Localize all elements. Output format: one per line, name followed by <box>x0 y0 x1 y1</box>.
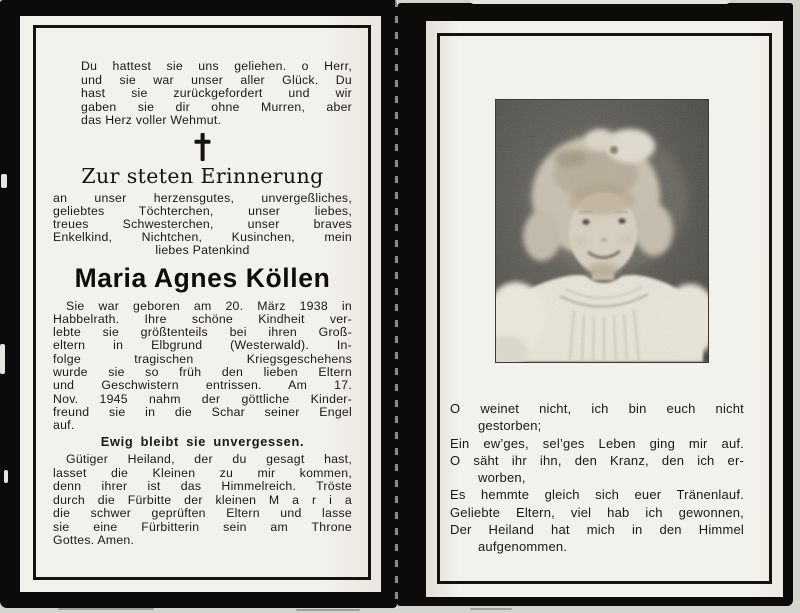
motto: Ewig bleibt sie unvergessen. <box>100 434 305 450</box>
scan-artifact <box>470 0 730 4</box>
dedication-line: geliebtes Töchterchen, unser liebes, <box>53 203 352 218</box>
scan-artifact <box>470 608 512 610</box>
scan-artifact <box>58 608 154 610</box>
left-page <box>20 16 381 592</box>
memorial-poem <box>450 400 744 556</box>
poem-line: O weinet nicht, ich bin euch nicht <box>450 401 744 416</box>
opening-verse <box>81 60 352 128</box>
scan-artifact <box>1 174 7 188</box>
opening-line: und sie war unser aller Glück. Du <box>81 72 352 87</box>
poem-line: Ein ew’ges, sel’ges Leben ging mir auf. <box>450 435 744 451</box>
opening-line: Du hattest sie uns geliehen. o Herr, <box>81 59 352 73</box>
dedication-line: Enkelkind, Nichtchen, Kusinchen, mein <box>53 230 352 245</box>
biography <box>53 300 352 433</box>
opening-line: das Herz voller Wehmut. <box>81 113 222 127</box>
poem-line: Es hemmte gleich sich euer Tränenlauf. <box>450 487 744 503</box>
fold-crease <box>395 0 398 609</box>
bio-line: und Geschwistern entrissen. Am 17. <box>53 378 352 393</box>
prayer-line: Gottes. Amen. <box>53 532 135 547</box>
prayer-line: Gütiger Heiland, der du gesagt hast, <box>66 452 352 467</box>
scan-artifact <box>296 609 360 611</box>
bio-line: Habbelrath. Ihre schöne Kindheit ver- <box>53 311 352 326</box>
bio-line: auf. <box>53 418 75 433</box>
scan-artifact <box>0 344 5 374</box>
bio-line: folge tragischen Kriegsgeschehens <box>53 351 352 366</box>
latin-cross-icon <box>194 133 211 161</box>
memorial-heading: Zur steten Erinnerung <box>81 163 324 188</box>
bio-line: freund sie in die Schar seiner Engel <box>53 404 352 419</box>
opening-line: hast sie zurückgefordert und wir <box>81 86 352 100</box>
poem-line: worben, <box>478 470 526 486</box>
poem-line: O säht ihr ihn, den Kranz, den ich er- <box>450 452 744 468</box>
prayer-line: sie eine Fürbitterin sein am Throne <box>53 519 352 534</box>
dedication-line: liebes Patenkind <box>155 243 250 258</box>
poem-line: Der Heiland hat mich in den Himmel <box>450 522 744 538</box>
left-page-frame <box>33 25 371 580</box>
bio-line: wurde sie so früh den lieben Eltern <box>53 365 352 379</box>
poem-line: Geliebte Eltern, viel hab ich gewonnen, <box>450 504 744 520</box>
prayer-line: lasset die Kleinen zu mir kommen, <box>53 465 352 480</box>
scan-artifact <box>4 470 8 483</box>
girl-portrait-illustration <box>496 100 708 362</box>
cross-row <box>53 132 352 163</box>
prayer-line: durch die Fürbitte der kleinen M a r i a <box>53 492 352 507</box>
opening-line: gaben sie dir ohne Murren, aber <box>81 99 352 114</box>
prayer <box>53 453 352 547</box>
girl-portrait-photo <box>496 100 708 362</box>
bio-line: Nov. 1945 nahm der göttliche Kinder- <box>53 391 352 406</box>
prayer-line: die schwer geprüften Eltern und lasse <box>53 506 352 521</box>
bio-line: lebte sie größtenteils bei ihren Groß- <box>53 325 352 340</box>
dedication-line: an unser herzensgutes, unvergeßliches, <box>53 190 352 205</box>
poem-line: aufgenommen. <box>478 539 568 555</box>
bio-line: Sie war geboren am 20. März 1938 in <box>66 298 352 313</box>
poem-line: gestorben; <box>478 418 542 434</box>
bio-line: eltern in Elbgrund (Westerwald). In- <box>53 338 352 353</box>
deceased-name: Maria Agnes Köllen <box>74 262 331 293</box>
dedication <box>53 192 352 258</box>
right-page <box>426 21 783 597</box>
dedication-line: treues Schwesterchen, unser braves <box>53 216 352 231</box>
prayer-line: denn ihrer ist das Himmelreich. Tröste <box>53 479 352 494</box>
